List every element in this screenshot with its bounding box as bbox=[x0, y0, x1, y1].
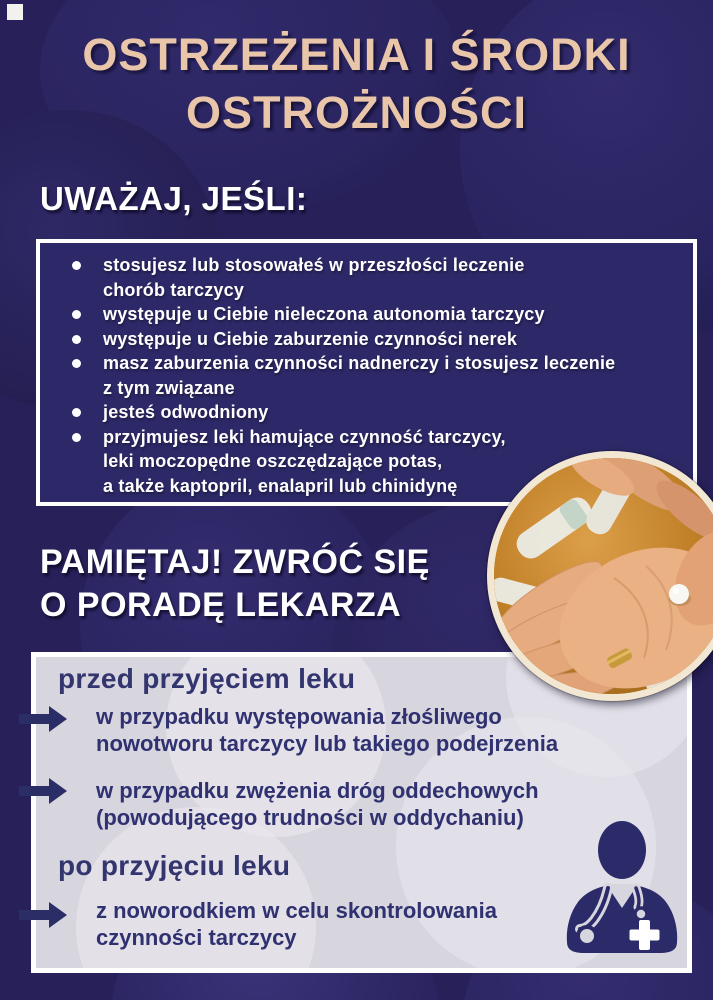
reminder-heading bbox=[40, 541, 430, 627]
arrow-right-icon bbox=[19, 778, 67, 804]
bullet-dot-icon bbox=[72, 359, 81, 368]
arrow-shaft bbox=[19, 786, 50, 796]
page-title-line2: OSTROŻNOŚCI bbox=[185, 87, 527, 138]
arrow-shaft bbox=[19, 714, 50, 724]
warning-item-text: masz zaburzenia czynności nadnerczy i stosujesz leczenie bbox=[103, 353, 616, 373]
warning-item-text: chorób tarczycy bbox=[103, 279, 245, 300]
warning-item bbox=[40, 253, 693, 302]
page-title bbox=[0, 26, 713, 142]
arrow-head bbox=[49, 902, 67, 928]
arrow-right-icon bbox=[19, 902, 67, 928]
bullet-dot-icon bbox=[72, 261, 81, 270]
hand-with-pill-illustration bbox=[494, 458, 713, 694]
advice-item bbox=[96, 897, 497, 951]
advice-item-text: w przypadku występowania złośliwego bbox=[96, 704, 502, 729]
advice-item-text: (powodującego trudności w oddychaniu) bbox=[96, 805, 524, 830]
doctor-icon bbox=[560, 810, 688, 962]
reminder-line2: O PORADĘ LEKARZA bbox=[40, 586, 402, 624]
arrow-right-icon bbox=[19, 706, 67, 732]
warning-item bbox=[40, 400, 693, 425]
advice-item bbox=[96, 777, 539, 831]
warning-subtitle: UWAŻAJ, JEŚLI: bbox=[40, 180, 308, 217]
warning-item-text: leki moczopędne oszczędzające potas, bbox=[103, 451, 443, 471]
warning-item-text: jesteś odwodniony bbox=[103, 402, 269, 422]
arrow-shaft bbox=[19, 910, 50, 920]
advice-item-text: w przypadku zwężenia dróg oddechowych bbox=[96, 778, 539, 803]
advice-item-text: z noworodkiem w celu skontrolowania bbox=[96, 898, 497, 923]
warning-item-text: występuje u Ciebie zaburzenie czynności nerek bbox=[103, 328, 518, 349]
page-title-line1: OSTRZEŻENIA I ŚRODKI bbox=[82, 29, 631, 80]
corner-square bbox=[7, 4, 23, 20]
advice-item-text: czynności tarczycy bbox=[96, 925, 297, 950]
warning-item-text: przyjmujesz leki hamujące czynność tarczycy, bbox=[103, 426, 506, 447]
advice-item bbox=[96, 703, 558, 757]
bullet-dot-icon bbox=[72, 433, 81, 442]
warning-item bbox=[40, 327, 693, 352]
reminder-line1: PAMIĘTAJ! ZWRÓĆ SIĘ bbox=[40, 543, 430, 581]
bullet-dot-icon bbox=[72, 335, 81, 344]
advice-heading-after: po przyjęciu leku bbox=[58, 850, 291, 881]
warning-item bbox=[40, 351, 693, 400]
bullet-dot-icon bbox=[72, 408, 81, 417]
warning-item-text: stosujesz lub stosowałeś w przeszłości leczenie bbox=[103, 255, 525, 275]
advice-heading-before: przed przyjęciem leku bbox=[58, 663, 356, 694]
warning-item bbox=[40, 302, 693, 327]
bullet-dot-icon bbox=[72, 310, 81, 319]
advice-item-text: nowotworu tarczycy lub takiego podejrzenia bbox=[96, 731, 559, 756]
warning-item-text: z tym związane bbox=[103, 377, 235, 398]
advice-box bbox=[31, 652, 692, 973]
arrow-head bbox=[49, 706, 67, 732]
warning-item-text: a także kaptopril, enalapril lub chinidynę bbox=[103, 475, 458, 496]
arrow-head bbox=[49, 778, 67, 804]
warning-item-text: występuje u Ciebie nieleczona autonomia tarczycy bbox=[103, 304, 545, 324]
